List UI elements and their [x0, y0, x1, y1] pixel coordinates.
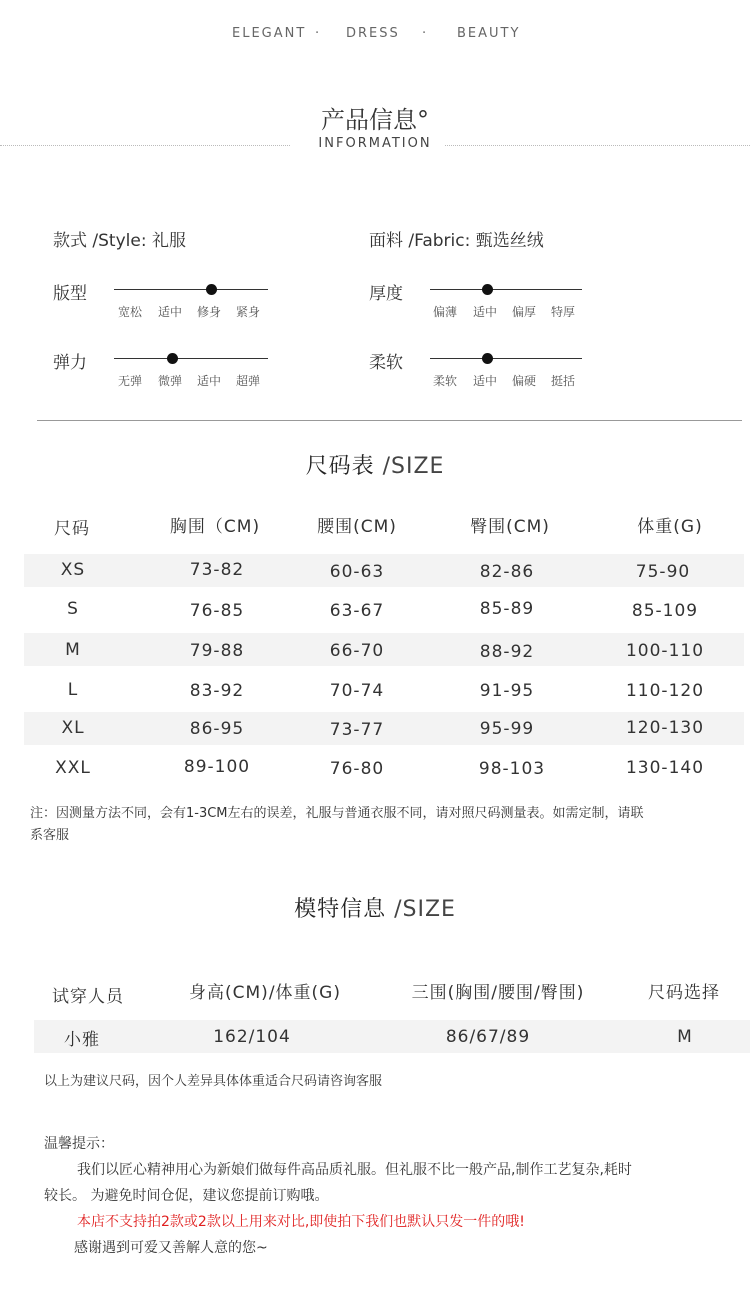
table-cell-hip: 88-92 [479, 642, 535, 662]
thickness-scale-track [430, 289, 582, 290]
table-cell-size: XS [60, 560, 86, 580]
table-cell-hip: 82-86 [479, 562, 535, 582]
tagline-separator: · [422, 26, 429, 41]
elasticity-label: 弹力 [53, 353, 87, 373]
fit-tick: 紧身 [236, 305, 261, 319]
table-cell-weight: 120-130 [625, 718, 705, 738]
size-chart-title-cn: 尺码表 [305, 454, 375, 479]
size-header-bust: 胸围（CM) [169, 517, 261, 537]
table-cell-waist: 70-74 [329, 681, 385, 701]
thickness-tick: 特厚 [551, 305, 576, 319]
tips-line: 我们以匠心精神用心为新娘们做每件高品质礼服。但礼服不比一般产品,制作工艺复杂,耗时 [77, 1162, 632, 1178]
size-header-waist: 腰围(CM) [317, 517, 397, 537]
tagline-word: ELEGANT [232, 26, 307, 41]
fit-label: 版型 [53, 284, 87, 304]
softness-tick: 适中 [473, 374, 498, 388]
elasticity-tick: 适中 [197, 374, 222, 388]
thickness-tick: 适中 [473, 305, 498, 319]
model-cell-size: M [677, 1027, 693, 1047]
page-subtitle: INFORMATION [318, 136, 432, 151]
model-cell-measurements: 86/67/89 [445, 1027, 531, 1047]
size-header-size: 尺码 [54, 519, 90, 539]
fit-tick: 修身 [197, 305, 222, 319]
model-note: 以上为建议尺码，因个人差异具体体重适合尺码请咨询客服 [44, 1074, 383, 1089]
table-cell-hip: 91-95 [479, 681, 535, 701]
softness-tick: 柔软 [433, 374, 458, 388]
tips-thanks: 感谢遇到可爱又善解人意的您~ [74, 1240, 268, 1256]
thickness-scale-marker [482, 284, 493, 295]
table-cell-size: S [67, 599, 79, 619]
elasticity-scale-marker [167, 353, 178, 364]
table-cell-waist: 76-80 [329, 759, 385, 779]
table-cell-size: XXL [55, 758, 91, 778]
size-chart-title-en: /SIZE [382, 454, 445, 479]
size-note-line: 系客服 [30, 828, 70, 843]
tips-heading: 温馨提示： [44, 1136, 114, 1152]
table-cell-weight: 85-109 [631, 601, 699, 621]
elasticity-scale-track [114, 358, 268, 359]
thickness-tick: 偏厚 [512, 305, 537, 319]
table-cell-hip: 85-89 [479, 599, 535, 619]
elasticity-tick: 微弹 [158, 374, 183, 388]
tips-warning: 本店不支持拍2款或2款以上用来对比,即使拍下我们也默认只发一件的哦! [77, 1214, 525, 1230]
model-info-title [0, 892, 750, 923]
tagline [0, 26, 750, 46]
size-note [30, 803, 750, 847]
size-note-line: 注：因测量方法不同，会有1-3CM左右的误差，礼服与普通衣服不同，请对照尺码测量表。如需定制，请联 [30, 806, 644, 821]
model-cell-name: 小雅 [64, 1030, 100, 1050]
table-cell-weight: 100-110 [625, 641, 705, 661]
model-header-measurements: 三围(胸围/腰围/臀围) [411, 983, 585, 1003]
table-cell-hip: 95-99 [479, 719, 535, 739]
fit-tick: 宽松 [118, 305, 143, 319]
table-cell-size: L [67, 680, 79, 700]
tagline-separator: · [315, 26, 322, 41]
tips-line: 较长。 为避免时间仓促，建议您提前订购哦。 [44, 1188, 329, 1204]
table-cell-bust: 89-100 [183, 757, 251, 777]
softness-tick: 挺括 [551, 374, 576, 388]
fit-tick: 适中 [158, 305, 183, 319]
size-chart-title [0, 449, 750, 480]
style-attribute: 款式 /Style: 礼服 [53, 231, 186, 251]
table-cell-size: M [65, 640, 81, 660]
table-cell-waist: 63-67 [329, 601, 385, 621]
softness-scale-marker [482, 353, 493, 364]
model-info-title-en: /SIZE [394, 897, 456, 922]
table-cell-weight: 75-90 [635, 562, 691, 582]
fit-scale-marker [206, 284, 217, 295]
model-header-size-choice: 尺码选择 [648, 983, 720, 1003]
table-cell-weight: 110-120 [625, 681, 705, 701]
size-header-weight: 体重(G) [637, 517, 703, 537]
fabric-attribute: 面料 /Fabric: 甄选丝绒 [369, 231, 544, 251]
table-cell-bust: 73-82 [189, 560, 245, 580]
fit-scale-track [114, 289, 268, 290]
model-cell-height-weight: 162/104 [213, 1027, 291, 1047]
table-cell-bust: 86-95 [189, 719, 245, 739]
table-cell-hip: 98-103 [478, 759, 546, 779]
model-info-title-cn: 模特信息 [294, 897, 387, 922]
table-cell-waist: 66-70 [329, 641, 385, 661]
thickness-tick: 偏薄 [433, 305, 458, 319]
table-row-stripe [34, 1020, 750, 1053]
table-cell-bust: 76-85 [189, 601, 245, 621]
model-header-person: 试穿人员 [52, 987, 124, 1007]
elasticity-tick: 超弹 [236, 374, 261, 388]
table-cell-bust: 83-92 [189, 681, 245, 701]
softness-label: 柔软 [369, 353, 403, 373]
tagline-word: BEAUTY [457, 26, 521, 41]
table-cell-bust: 79-88 [189, 641, 245, 661]
page-title: 产品信息° [321, 106, 429, 134]
section-divider [37, 420, 742, 421]
model-header-height-weight: 身高(CM)/体重(G) [189, 983, 341, 1003]
size-header-hip: 臀围(CM) [470, 517, 550, 537]
tagline-word: DRESS [346, 26, 400, 41]
table-cell-waist: 60-63 [329, 562, 385, 582]
table-cell-size: XL [61, 718, 85, 738]
elasticity-tick: 无弹 [118, 374, 143, 388]
table-cell-waist: 73-77 [329, 720, 385, 740]
table-cell-weight: 130-140 [625, 758, 705, 778]
softness-scale-track [430, 358, 582, 359]
softness-tick: 偏硬 [512, 374, 537, 388]
thickness-label: 厚度 [369, 284, 403, 304]
